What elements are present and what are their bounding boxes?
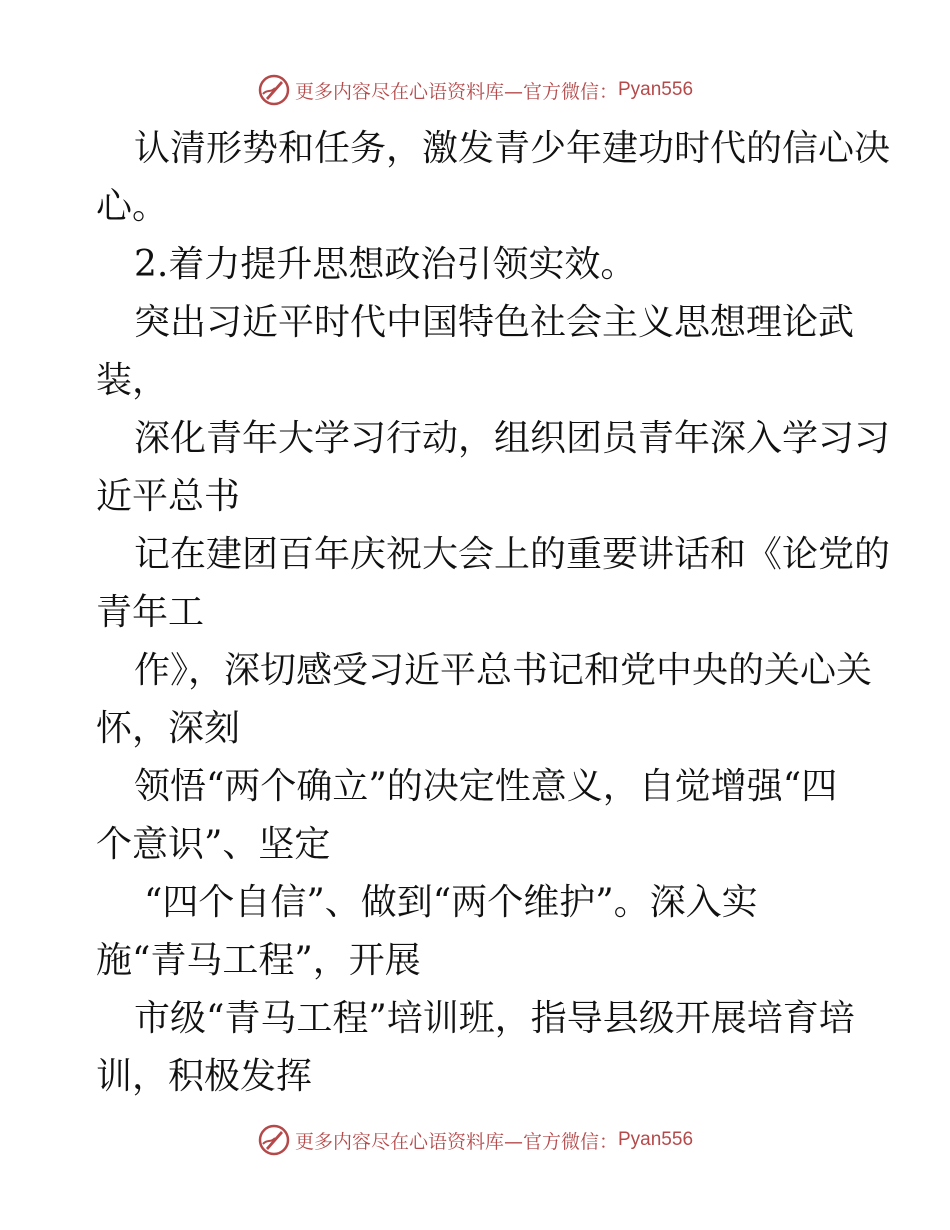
document-body [96, 120, 891, 1106]
body-line: 个意识”、坚定 [96, 824, 331, 865]
body-line: 深化青年大学习行动，组织团员青年深入学习习 [134, 418, 891, 459]
body-line: 训，积极发挥 [96, 1056, 313, 1097]
body-line: 心。 [96, 186, 169, 227]
body-line: 记在建团百年庆祝大会上的重要讲话和《论党的 [134, 534, 891, 575]
body-line: 施“青马工程”，开展 [96, 940, 421, 981]
body-line: 突出习近平时代中国特色社会主义思想理论武 [134, 302, 855, 343]
footer-banner-text: 更多内容尽在心语资料库—官方微信： [294, 1130, 618, 1153]
section-heading: 2.着力提升思想政治引领实效。 [134, 244, 637, 285]
logo-quill-icon [257, 1123, 291, 1157]
body-line: 领悟“两个确立”的决定性意义，自觉增强“四 [134, 766, 838, 807]
body-line: 近平总书 [96, 476, 241, 517]
body-line: 装， [96, 360, 169, 401]
body-line: 认清形势和任务，激发青少年建功时代的信心决 [134, 128, 891, 169]
body-line: 怀，深刻 [96, 708, 241, 749]
body-line: 作》，深切感受习近平总书记和党中央的关心关 [134, 650, 873, 691]
body-line: 青年工 [96, 592, 205, 633]
header-wechat-id: Pyan556 [618, 79, 694, 100]
body-line: 市级“青马工程”培训班，指导县级开展培育培 [134, 998, 855, 1039]
header-banner-text: 更多内容尽在心语资料库—官方微信： [294, 80, 618, 103]
header-banner [0, 72, 950, 108]
body-line: “四个自信”、做到“两个维护”。深入实 [144, 882, 758, 923]
footer-wechat-id: Pyan556 [618, 1129, 694, 1150]
footer-banner [0, 1122, 950, 1158]
logo-quill-icon [257, 73, 291, 107]
